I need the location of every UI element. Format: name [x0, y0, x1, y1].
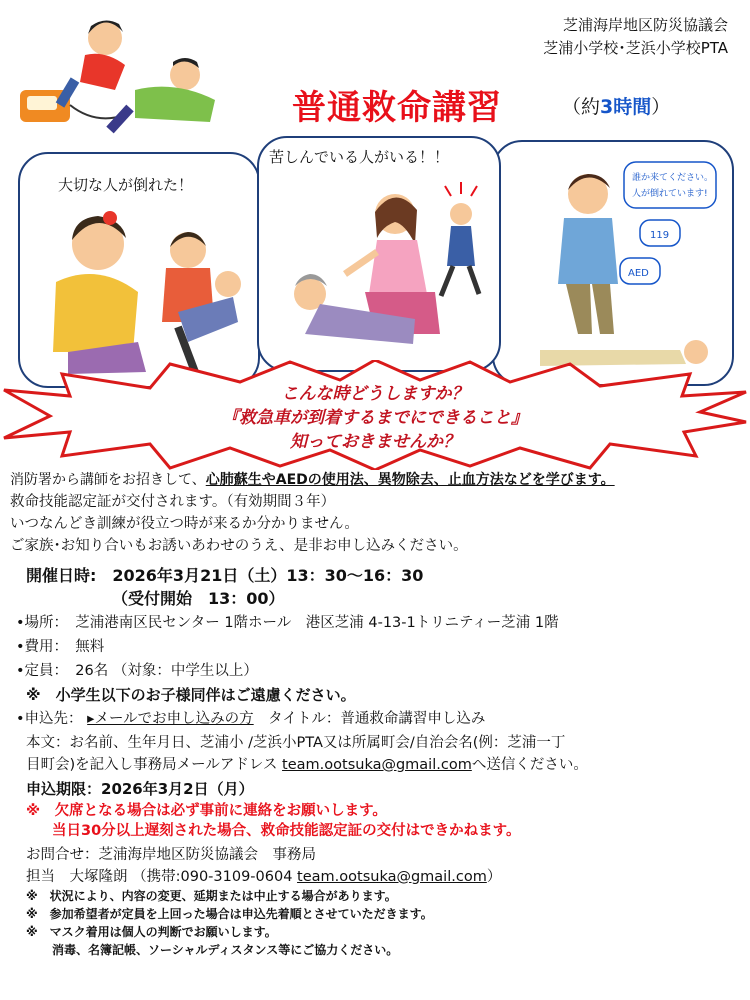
calling-for-help-illustration: [500, 154, 726, 380]
contact-email-link[interactable]: team.ootsuka@gmail.com: [282, 757, 472, 773]
fallen-person-illustration: [28, 202, 250, 382]
event-place: •場所： 芝浦港南区民センター 1階ホール 港区芝浦 4-13-1トリニティー芝浦 1階: [16, 615, 559, 631]
scene-left-caption: 大切な人が倒れた！: [58, 176, 194, 194]
small-note-1: ※ 状況により、内容の変更、延期または中止する場合があります。: [26, 889, 397, 903]
event-fee: •費用： 無料: [16, 639, 105, 655]
apply-body-line-2-a: 目町会)を記入し事務局メールアドレス: [26, 757, 283, 773]
apply-body-line-1: 本文：お名前、生年月日、芝浦小 /芝浜小PTA又は所属町会/自治会名(例：芝浦一丁: [26, 735, 566, 751]
duration-value: 3時間: [600, 96, 652, 118]
course-title: 普通救命講習: [292, 88, 502, 128]
event-date: 開催日時: 2026年3月21日（土）13：30～16：30: [26, 566, 424, 585]
late-warning: 当日30分以上遅刻された場合、救命技能認定証の交付はできかねます。: [52, 823, 521, 839]
contact-person-close: ）: [486, 869, 502, 885]
duration-close: ）: [651, 96, 671, 118]
aed-kids-illustration: [15, 10, 225, 135]
small-note-2: ※ 参加希望者が定員を上回った場合は申込先着順とさせていただきます。: [26, 907, 433, 921]
burst-line-2: 『救急車が到着するまでにできること』: [222, 408, 528, 428]
scene-middle-caption: 苦しんでいる人がいる！！: [269, 148, 450, 166]
choking-person-illustration: [265, 174, 493, 364]
small-note-4: 消毒、名簿記帳、ソーシャルディスタンス等にご協力ください。: [52, 943, 399, 957]
speech-help-line1: 誰か来てください。: [632, 173, 714, 183]
intro-line-1: [10, 470, 615, 490]
speech-help-line2: 人が倒れています!: [632, 189, 708, 199]
intro-line-4: ご家族･お知り合いもお誘いあわせのうえ、是非お申し込みください。: [10, 538, 468, 554]
burst-line-3: 知っておきませんか？: [290, 432, 460, 452]
apply-by-email-link[interactable]: ▸メールでお申し込みの方: [87, 711, 254, 727]
intro-line-3: いつなんどき訓練が役立つ時が来るか分かりません。: [10, 516, 359, 532]
duration-open: （約: [562, 96, 601, 118]
reception-time: （受付開始 13：00）: [112, 589, 285, 608]
apply-prefix: •申込先：: [16, 711, 83, 727]
scene-right-bubble: [492, 140, 734, 386]
apply-body-line-2-b: へ送信ください。: [471, 757, 588, 773]
organizer-line-2: 芝浦小学校･芝浜小学校PTA: [543, 39, 728, 57]
event-capacity: •定員： 26名 （対象：中学生以上）: [16, 663, 258, 679]
apply-body-line-2: [26, 755, 588, 775]
children-note: ※ 小学生以下のお子様同伴はご遠慮ください。: [26, 686, 356, 704]
speech-119: 119: [650, 230, 670, 241]
contact-person: [26, 867, 501, 887]
scene-left-bubble: [18, 152, 260, 388]
contact-person-email[interactable]: team.ootsuka@gmail.com: [297, 869, 487, 885]
application-deadline: 申込期限：2026年3月2日（月）: [26, 780, 254, 798]
absence-warning: ※ 欠席となる場合は必ず事前に連絡をお願いします。: [26, 803, 387, 819]
application-line: [16, 709, 485, 729]
organizer-line-1: 芝浦海岸地区防災協議会: [562, 16, 728, 34]
contact-person-text: 担当 大塚隆朗 （携帯:090-3109-0604: [26, 869, 298, 885]
apply-subject: タイトル：普通救命講習申し込み: [253, 711, 486, 727]
burst-line-1: こんな時どうしますか？: [281, 384, 469, 404]
intro-line-2: 救命技能認定証が交付されます。（有効期間３年）: [10, 494, 336, 510]
contact-office: お問合せ：芝浦海岸地区防災協議会 事務局: [26, 847, 316, 863]
small-note-3: ※ マスク着用は個人の判断でお願いします。: [26, 925, 277, 939]
duration-note: [562, 92, 670, 119]
scene-middle-bubble: [257, 136, 501, 372]
speech-aed: AED: [628, 268, 649, 279]
intro-line-1-a: 消防署から講師をお招きして、: [10, 472, 206, 488]
intro-line-1-b: 心肺蘇生やAEDの使用法、異物除去、止血方法などを学びます。: [205, 472, 615, 488]
